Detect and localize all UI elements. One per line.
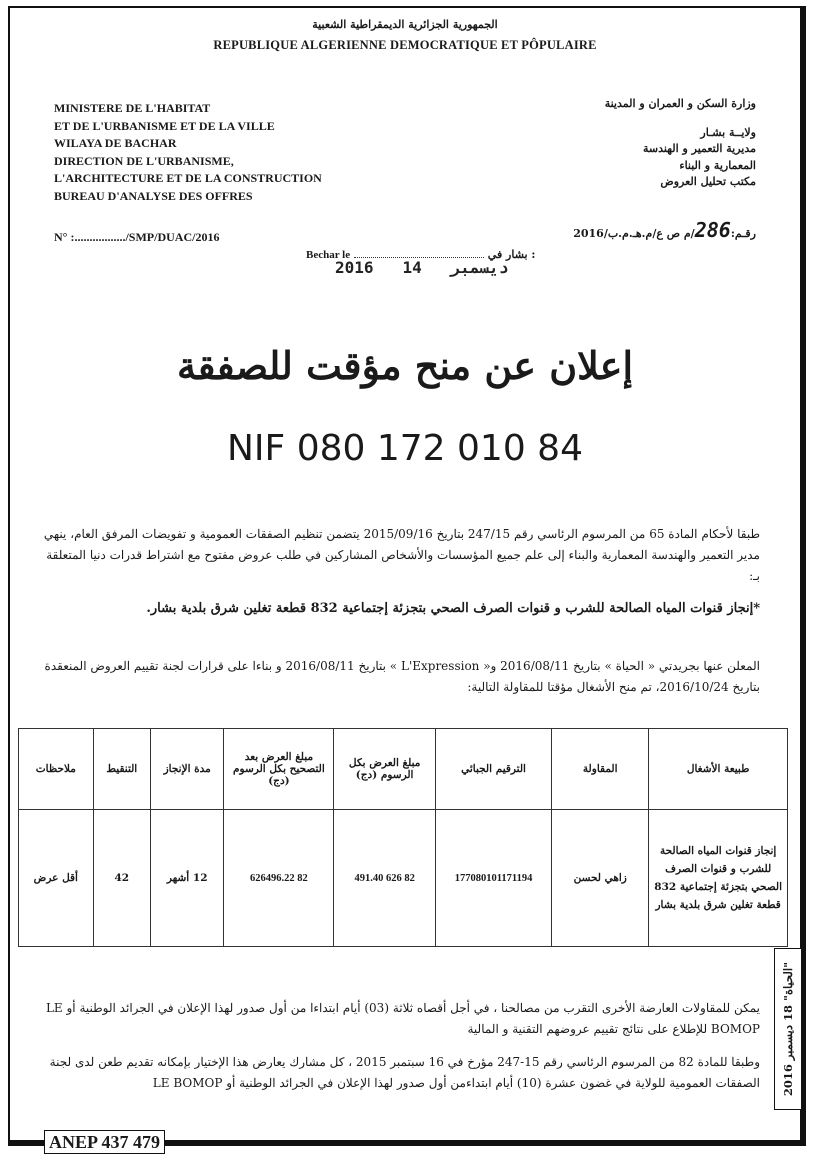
notice-title: إعلان عن منح مؤقت للصفقة <box>176 343 634 388</box>
column-header: الترقيم الجبائي <box>435 729 551 810</box>
column-header: المقاولة <box>552 729 649 810</box>
paragraph-legal-basis: طبقا لأحكام المادة 65 من المرسوم الرئاسي رقم 247/15 بتاريخ 2015/09/16 يتضمن تنظيم الصفقات العمومية و تفويضات المرفق العام، ينهي مدير التعمير والهندسة المعمارية والبناء إلى علم جميع المؤسسات والأشخاص المشاركين في طلب عروض مفتوح مع اشتراط قدرات دنيا المتعلقة بـ: <box>43 527 760 583</box>
anep-reference: ANEP 437 479 <box>44 1130 165 1154</box>
table-cell: 42 <box>93 810 150 947</box>
direction-line-ar: المعمارية و البناء <box>679 158 756 172</box>
header-arabic-republic: الجمهورية الجزائرية الديمقراطية الشعبية <box>312 18 498 31</box>
wilaya-line: WILAYA DE BACHAR <box>54 136 177 150</box>
spacer <box>605 113 756 125</box>
document-page <box>8 6 806 1146</box>
number-suffix: /م ص ع/م.هـ.م.ب/2016 <box>573 227 695 240</box>
award-table <box>18 728 788 947</box>
table-cell: إنجاز قنوات المياه الصالحة للشرب و قنوات الصرف الصحي بتجزئة إجتماعية 832 قطعة تغلين شرق بلدية بشار <box>649 810 788 947</box>
bureau-line: BUREAU D'ANALYSE DES OFFRES <box>54 188 253 203</box>
ministry-block-arabic <box>605 96 756 191</box>
nif-number: NIF 080 172 010 84 <box>227 428 583 469</box>
column-header: التنقيط <box>93 729 150 810</box>
header-french-republic: REPUBLIQUE ALGERIENNE DEMOCRATIQUE ET PÔPULAIRE <box>213 38 597 52</box>
handwritten-number: 286 <box>694 218 731 242</box>
direction-line-ar: مديرية التعمير و الهندسة <box>642 142 756 155</box>
table-cell: زاهي لحسن <box>552 810 649 947</box>
direction-line: DIRECTION DE L'URBANISME, <box>54 153 234 168</box>
ministry-block-french <box>54 100 322 205</box>
table-cell: 82 626496.22 <box>224 810 334 947</box>
ministry-line-ar: وزارة السكن و العمران و المدينة <box>604 97 756 110</box>
ministry-line: MINISTERE DE L'HABITAT <box>54 101 211 115</box>
column-header: ملاحظات <box>19 729 94 810</box>
direction-line: L'ARCHITECTURE ET DE LA CONSTRUCTION <box>54 171 322 185</box>
column-header: مبلغ العرض بعد التصحيح بكل الرسوم (دج) <box>224 729 334 810</box>
reference-number-french: N° :................./SMP/DUAC/2016 <box>54 230 220 244</box>
table-cell: 177080101171194 <box>435 810 551 947</box>
table-cell: أقل عرض <box>19 810 94 947</box>
column-header: مدة الإنجاز <box>150 729 224 810</box>
ministry-line: ET DE L'URBANISME ET DE LA VILLE <box>54 118 275 133</box>
number-label: رقـم: <box>730 227 756 240</box>
newspaper-side-label <box>774 948 802 1110</box>
table-cell: 82 626 491.40 <box>334 810 436 947</box>
table-header-row <box>19 729 788 810</box>
paragraph-appeal-info: يمكن للمقاولات العارضة الأخرى التقرب من مصالحنا ، في أجل أقصاه ثلاثة (03) أيام ابتداءا من أول صدور لهذا الإعلان في الجرائد الوطنية أو LE BOMOP للإطلاع على نتائج تقييم عروضهم التقنية و المالية <box>45 1001 760 1036</box>
paragraph-appeal-deadline: وطبقا للمادة 82 من المرسوم الرئاسي رقم 15-247 مؤرخ في 16 سبتمبر 2015 ، كل مشارك يعارض هذا الإختيار بإمكانه تقديم طعن لدى لجنة الصفقات العمومية للولاية في غضون عشرة (10) أيام ابتداءمن أول صدور لهذا الإعلان في الجرائد الوطنية أو LE BOMOP <box>49 1055 760 1090</box>
paragraph-publication: المعلن عنها بجريدتي « الحياة » بتاريخ 2016/08/11 و« L'Expression » بتاريخ 2016/08/11 و بناءا على قرارات لجنة تقييم العروض المنعقدة بتاريخ 2016/10/24، تم منح الأشغال مؤقتا للمقاولة التالية: <box>44 659 760 694</box>
table-cell: 12 أشهر <box>150 810 224 947</box>
paragraph-project: *إنجاز قنوات المياه الصالحة للشرب و قنوات الصرف الصحي بتجزئة إجتماعية 832 قطعة تغلين شرق بلدية بشار. <box>146 601 760 616</box>
newspaper-date-text: "الحياة" 18 ديسمبر 2016 <box>781 961 795 1097</box>
date-stamp: 2016 ديسمبر 14 <box>335 258 509 277</box>
table-row <box>19 810 788 947</box>
reference-number-arabic <box>573 218 756 242</box>
date-label-french: Bechar le <box>306 249 351 261</box>
wilaya-line-ar: ولايــة بشـار <box>700 125 756 139</box>
column-header: مبلغ العرض بكل الرسوم (دج) <box>334 729 436 810</box>
date-label-arabic: بشار في : <box>487 248 536 261</box>
column-header: طبيعة الأشغال <box>649 729 788 810</box>
bureau-line-ar: مكتب تحليل العروض <box>660 175 756 188</box>
